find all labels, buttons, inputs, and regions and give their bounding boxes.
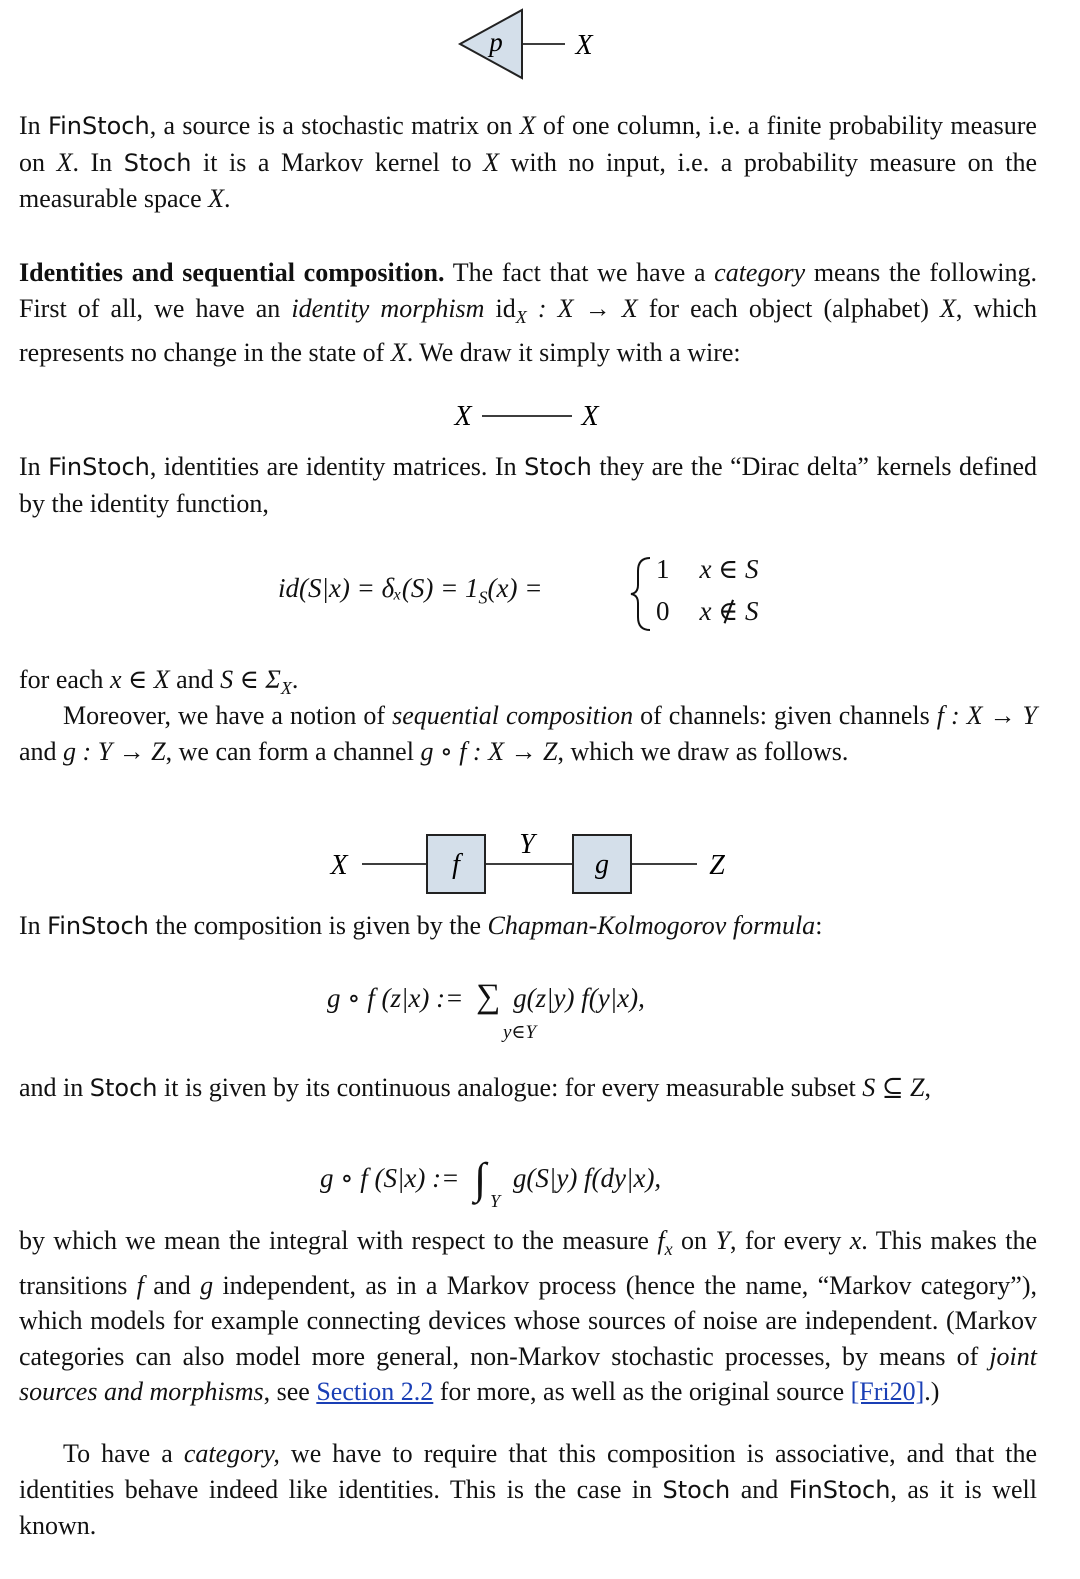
section-heading: Identities and sequential composition. [19, 258, 445, 287]
comp-mid-label: Y [519, 829, 535, 860]
identity-right-label: X [581, 401, 599, 432]
source-box-label: p [489, 27, 503, 57]
paragraph-sequential: Moreover, we have a notion of sequential composition of channels: given channels f : X → Y and g : Y → Z, we can form a channel g ∘ f : X → Z, which we draw as follows. [19, 701, 1038, 766]
integral-symbol: ∫ [474, 1154, 487, 1203]
source-diagram [0, 0, 1080, 90]
composition-diagram [0, 825, 1080, 905]
comp-output-label: Z [709, 850, 725, 881]
paragraph-category-requirement: To have a category, we have to require that this composition is associative, and that the identities behave indeed like identities. This is the case in Stoch and FinStoch, as it is well known. [19, 1439, 1038, 1540]
equation-dirac-delta: $id(S|x) = \delta_x(S) = 1_S(x)$ = [278, 573, 543, 608]
cases-brace [628, 555, 656, 633]
identity-left-label: X [454, 401, 472, 432]
equation-chapman-kolmogorov: g ∘ f (z|x) := ∑ g(z|y) f(y|x), [327, 978, 645, 1015]
fri20-citation-link[interactable]: [Fri20] [850, 1377, 925, 1407]
section-2-2-link[interactable]: Section 2.2 [316, 1377, 434, 1407]
paragraph-identity-matrices: In FinStoch, identities are identity matrices. In Stoch they are the “Dirac delta” kernels defined by the identity function, [19, 452, 1038, 518]
case-1: 1 x ∈ S [656, 554, 759, 584]
paragraph-for-each: for each x ∈ X and S ∈ $\Sigma_X$. [19, 665, 299, 699]
sum-symbol: ∑ [476, 978, 501, 1015]
sum-subscript: y∈Y [503, 1022, 537, 1043]
comp-input-label: X [330, 850, 348, 881]
identity-diagram [0, 395, 1080, 440]
paragraph-stoch-composition: and in Stoch it is given by its continuous analogue: for every measurable subset S ⊆ Z, [19, 1073, 931, 1102]
paragraph-identities: Identities and sequential composition. The fact that we have a category means the following. First of all, we have an identity morphism $id_X$ : X → X for each object (alphabet) X, which represents no change in the state of X. We draw it simply with a wire: [19, 258, 1037, 368]
case-2: 0 x ∉ S [656, 596, 759, 626]
comp-box-g-label: g [595, 849, 609, 880]
paragraph-source: In FinStoch, a source is a stochastic matrix on X of one column, i.e. a finite probability measure on X. In Stoch it is a Markov kernel to X with no input, i.e. a probability measure on the measurable space X. [19, 111, 1037, 213]
comp-box-f-label: f [452, 849, 460, 880]
source-wire-label: X [575, 30, 593, 61]
paragraph-integral-meaning: by which we mean the integral with respect to the measure $f_x$ on Y, for every x. This makes the transitions f and g independent, as in a Markov process (hence the name, “Markov category”), which models for example connecting devices whose sources of noise are independent. (Markov categories can also model more general, non-Markov stochastic processes, by means of joint sources and morphisms, see Section 2.2 for more, as well as the original source [Fri20].) [19, 1226, 1037, 1407]
paragraph-finstoch-composition: In FinStoch the composition is given by the Chapman-Kolmogorov formula: [19, 911, 823, 940]
equation-integral: g ∘ f (S|x) := ∫ $_Y$ g(S|y) f(dy|x), [320, 1154, 662, 1211]
